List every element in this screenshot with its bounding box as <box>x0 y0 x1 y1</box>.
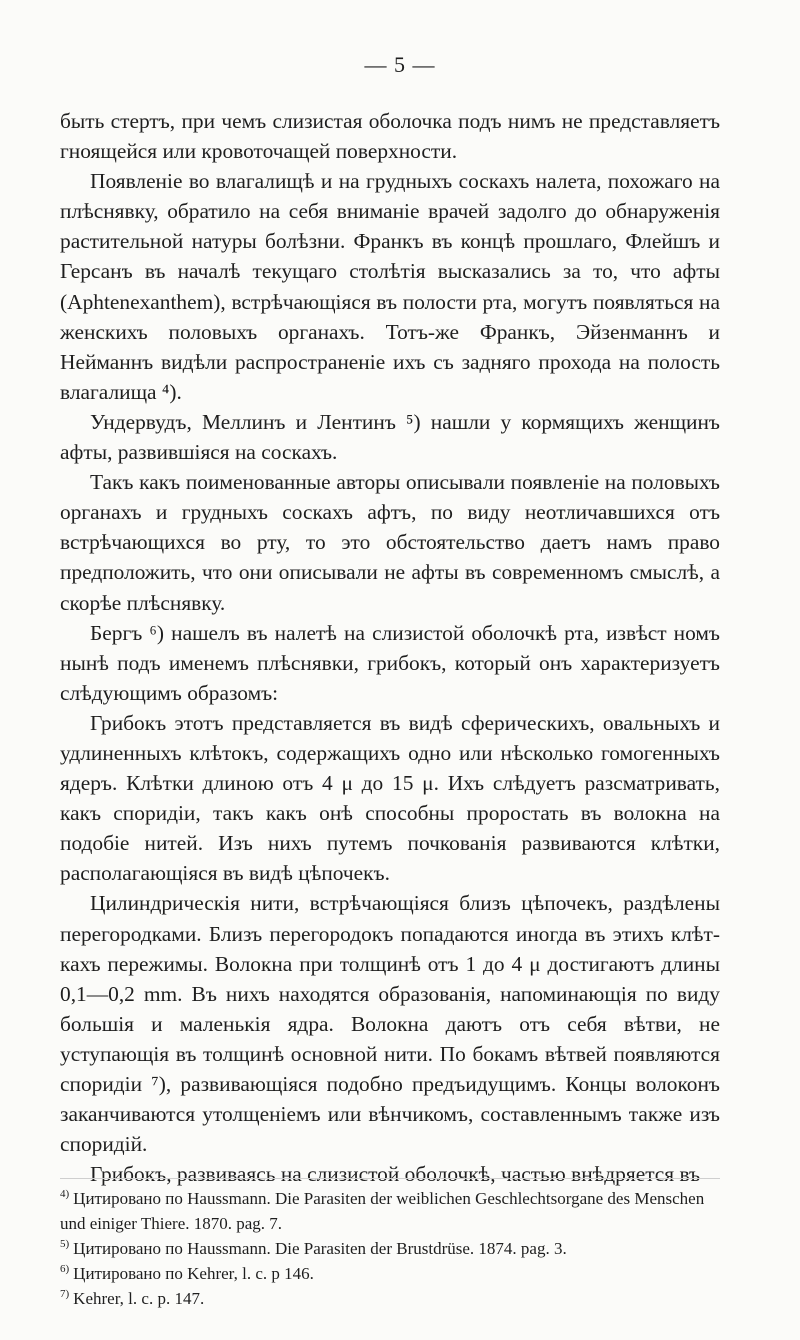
footnote-4 <box>60 1186 720 1236</box>
paragraph-6: Грибокъ этотъ представляется въ видѣ сферическихъ, овальныхъ и удлиненныхъ клѣтокъ, содержащихъ одно или нѣсколько гомогенныхъ ядеръ. Клѣтки длиною отъ 4 μ до 15 μ. Ихъ слѣдуетъ разсматривать, какъ споридіи, такъ какъ онѣ способны проростать въ волокна на подобіе нитей. Изъ нихъ путемъ почкованія развиваются клѣтки, располагающіяся въ видѣ цѣпочекъ. <box>60 710 720 886</box>
paragraph-7: Цилиндрическія нити, встрѣчающіяся близъ цѣпочекъ, раздѣлены перегородками. Близъ перегородокъ попадаются иногда въ этихъ клѣткахъ пережимы. Волокна при толщинѣ отъ 1 до 4 μ достигаютъ длины 0,1—0,2 mm. Въ нихъ находятся образованія, напоминающія по виду большія и маленькія ядра. Волокна даютъ отъ себя вѣтви, не уступающія въ толщинѣ основной нити. По бокамъ вѣтвей появляются споридіи ⁷), развивающіяся подобно предъидущимъ. Концы волоконъ заканчиваются утолщеніемъ или вѣнчикомъ, составленнымъ также изъ споридій. <box>60 891 720 1157</box>
footnote-mark: 7) <box>60 1288 70 1301</box>
paragraph-5: Бергъ ⁶) нашелъ въ налетѣ на слизистой оболочкѣ рта, извѣст номъ нынѣ подъ именемъ плѣснявки, грибокъ, который онъ характеризуетъ слѣдующимъ образомъ: <box>60 620 720 705</box>
footnote-6 <box>60 1261 720 1286</box>
footnote-mark: 6) <box>60 1263 70 1276</box>
page-number: — 5 — <box>364 52 436 77</box>
paragraph-1: быть стертъ, при чемъ слизистая оболочка подъ нимъ не представляетъ гноящейся или кровоточащей поверхности. <box>60 109 720 164</box>
footnote-divider <box>60 1178 720 1179</box>
paragraph-4: Такъ какъ поименованные авторы описывали появленіе на половыхъ органахъ и грудныхъ соскахъ афтъ, по виду неотличавшихся отъ встрѣчающихся во рту, то это обстоятельство даетъ намъ право предположить, что они описывали не афты въ современномъ смыслѣ, а скорѣе плѣснявку. <box>60 470 720 615</box>
footnote-mark: 4) <box>60 1188 70 1201</box>
paragraph-2: Появленіе во влагалищѣ и на грудныхъ соскахъ налета, похожаго на плѣснявку, обратило на себя вниманіе врачей задолго до обнаруженія растительной натуры болѣзни. Франкъ въ концѣ прошлаго, Флейшъ и Герсанъ въ началѣ текущаго столѣтія высказались за то, что афты (Aphtenexanthem), встрѣчающіяся въ полости рта, могутъ появляться на женскихъ половыхъ органахъ. Тотъ-же Франкъ, Эйзенманнъ и Нейманнъ видѣли распространеніе ихъ съ задняго прохода на полость влагалища ⁴). <box>60 169 720 404</box>
paragraph-8: Грибокъ, развиваясь на слизистой оболочкѣ, частью внѣдряется въ <box>90 1162 701 1187</box>
footnote-mark: 5) <box>60 1238 70 1251</box>
paragraph-3: Ундервудъ, Меллинъ и Лентинъ ⁵) нашли у кормящихъ женщинъ афты, развившіяся на соскахъ. <box>60 409 720 465</box>
footnote-text: Цитировано по Haussmann. Die Parasiten der weiblichen Geschlechtsorgane des Menschen und einiger Thiere. 1870. pag. 7. <box>60 1189 705 1233</box>
main-text <box>60 106 720 1189</box>
footnote-text: Цитировано по Haussmann. Die Parasiten der Brustdrüse. 1874. pag. 3. <box>73 1239 567 1258</box>
footnote-5 <box>60 1236 720 1261</box>
footnotes <box>60 1186 720 1311</box>
footnote-text: Цитировано по Kehrer, l. c. p 146. <box>73 1264 314 1283</box>
footnote-text: Kehrer, l. c. p. 147. <box>73 1289 205 1308</box>
footnote-7 <box>60 1286 720 1311</box>
